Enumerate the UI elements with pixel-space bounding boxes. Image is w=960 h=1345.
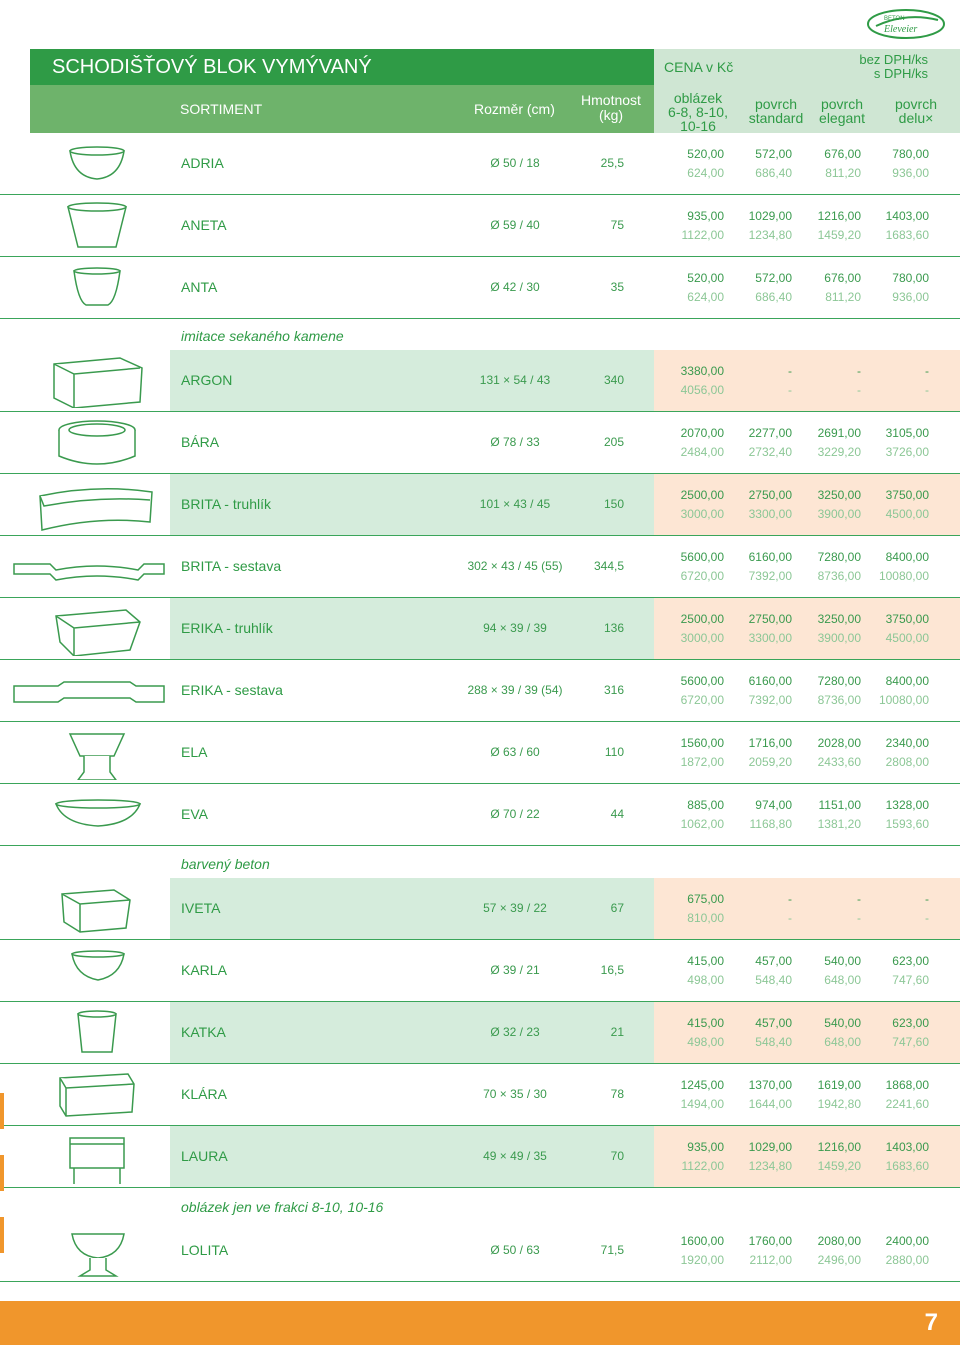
price-with-vat: 624,00 <box>687 166 724 180</box>
product-weight: 110 <box>604 745 624 759</box>
table-header <box>30 49 960 133</box>
price-with-vat: 2484,00 <box>680 445 724 459</box>
price-header <box>654 49 960 85</box>
product-name: KLÁRA <box>181 1086 227 1102</box>
table-row <box>0 940 960 1002</box>
price-without-vat: 2500,00 <box>680 612 724 626</box>
product-name: ANTA <box>181 279 218 295</box>
price-with-vat: 648,00 <box>824 973 861 987</box>
price-with-vat: - <box>925 911 929 925</box>
price-with-vat: 7392,00 <box>748 693 792 707</box>
curved-trough-icon <box>0 478 166 532</box>
price-with-vat: 3000,00 <box>680 631 724 645</box>
tall-pot-icon <box>0 199 166 253</box>
price-without-vat: 780,00 <box>892 147 929 161</box>
product-size: Ø 42 / 30 <box>490 280 540 294</box>
price-with-vat: 10080,00 <box>878 693 929 707</box>
product-weight: 35 <box>610 280 624 294</box>
price-with-vat: 3900,00 <box>817 507 861 521</box>
price-band <box>654 1220 960 1281</box>
price-without-vat: - <box>925 892 929 906</box>
product-weight: 75 <box>610 218 624 232</box>
table-row <box>0 195 960 257</box>
price-without-vat: 540,00 <box>824 954 861 968</box>
price-band <box>654 784 960 845</box>
price-with-vat: - <box>788 911 792 925</box>
product-size: 70 × 35 / 30 <box>483 1087 547 1101</box>
price-with-vat: 2496,00 <box>817 1253 861 1267</box>
product-name: LAURA <box>181 1148 228 1164</box>
logo-top-text: BETON <box>884 16 905 22</box>
product-name: BÁRA <box>181 434 220 450</box>
price-without-vat: 3750,00 <box>885 612 929 626</box>
price-with-vat: 6720,00 <box>680 693 724 707</box>
price-without-vat: 5600,00 <box>680 550 724 564</box>
price-col-delux: povrch delu× <box>894 96 938 126</box>
shallow-bowl-icon <box>0 788 166 842</box>
product-name: ADRIA <box>181 155 224 171</box>
price-with-vat: 1459,20 <box>817 1159 861 1173</box>
product-name: ARGON <box>181 372 233 388</box>
price-with-vat: 1168,80 <box>749 817 792 831</box>
price-band <box>654 722 960 783</box>
page-footer <box>0 1301 960 1345</box>
price-without-vat: 1328,00 <box>885 798 929 812</box>
price-without-vat: 415,00 <box>687 954 724 968</box>
price-with-vat: 1062,00 <box>680 817 724 831</box>
price-without-vat: 520,00 <box>687 271 724 285</box>
product-size: 101 × 43 / 45 <box>479 497 551 511</box>
price-without-vat: 2277,00 <box>748 426 792 440</box>
price-band <box>654 598 960 659</box>
price-without-vat: 1029,00 <box>748 209 792 223</box>
product-size: Ø 63 / 60 <box>490 745 540 759</box>
price-with-vat: 3229,20 <box>817 445 861 459</box>
product-name: ERIKA - truhlík <box>181 620 273 636</box>
price-without-vat: 6160,00 <box>748 550 792 564</box>
weight-header: Hmotnost (kg) <box>581 92 641 123</box>
price-with-vat: 3726,00 <box>885 445 929 459</box>
table-row <box>0 660 960 722</box>
price-without-vat: 1560,00 <box>680 736 724 750</box>
price-with-vat: 1122,00 <box>681 1159 724 1173</box>
product-size: Ø 50 / 18 <box>490 156 540 170</box>
price-without-vat: 974,00 <box>755 798 792 812</box>
product-weight: 70 <box>610 1149 624 1163</box>
price-without-vat: 2400,00 <box>885 1234 929 1248</box>
price-without-vat: 676,00 <box>824 271 861 285</box>
price-without-vat: 8400,00 <box>885 674 929 688</box>
price-without-vat: 3250,00 <box>817 488 861 502</box>
price-without-vat: 1151,00 <box>818 798 861 812</box>
price-label: CENA v Kč <box>664 59 734 75</box>
price-with-vat: 1942,80 <box>817 1097 861 1111</box>
product-name: ELA <box>181 744 208 760</box>
price-without-vat: 2070,00 <box>680 426 724 440</box>
price-columns <box>654 85 960 133</box>
price-band <box>654 474 960 535</box>
price-without-vat: 5600,00 <box>680 674 724 688</box>
price-band <box>654 195 960 256</box>
trough-icon <box>0 354 166 408</box>
price-with-vat: 1872,00 <box>680 755 724 769</box>
price-with-vat: 686,40 <box>755 290 792 304</box>
product-weight: 71,5 <box>600 1243 624 1257</box>
price-with-vat: 747,60 <box>892 1035 929 1049</box>
price-with-vat: 1644,00 <box>748 1097 792 1111</box>
price-without-vat: 7280,00 <box>817 674 861 688</box>
price-col-pebble: oblázek 6-8, 8-10, 10-16 <box>668 90 728 134</box>
price-without-vat: 1029,00 <box>748 1140 792 1154</box>
product-size: 288 × 39 / 39 (54) <box>467 683 563 697</box>
price-with-vat: 6720,00 <box>680 569 724 583</box>
product-weight: 16,5 <box>600 963 624 977</box>
product-weight: 44 <box>610 807 624 821</box>
product-weight: 78 <box>610 1087 624 1101</box>
price-band <box>654 660 960 721</box>
table-row <box>0 474 960 536</box>
section-label: barvený beton <box>181 856 270 872</box>
product-size: 94 × 39 / 39 <box>483 621 547 635</box>
price-col-elegant: povrch elegant <box>819 96 865 126</box>
price-without-vat: 1600,00 <box>680 1234 724 1248</box>
product-weight: 316 <box>603 683 624 697</box>
price-without-vat: 2500,00 <box>680 488 724 502</box>
price-without-vat: 7280,00 <box>817 550 861 564</box>
price-without-vat: 3750,00 <box>885 488 929 502</box>
price-without-vat: 6160,00 <box>748 674 792 688</box>
product-size: Ø 70 / 22 <box>490 807 540 821</box>
price-with-vat: - <box>857 911 861 925</box>
price-band <box>654 412 960 473</box>
angled-set-icon <box>0 664 166 718</box>
price-with-vat: 548,40 <box>755 973 792 987</box>
price-with-vat: 3300,00 <box>748 631 792 645</box>
product-name: KATKA <box>181 1024 226 1040</box>
price-with-vat: 2112,00 <box>749 1253 792 1267</box>
price-without-vat: 1216,00 <box>817 209 861 223</box>
price-without-vat: 415,00 <box>687 1016 724 1030</box>
product-weight: 21 <box>610 1025 624 1039</box>
price-without-vat: - <box>925 364 929 378</box>
price-with-vat: 1920,00 <box>680 1253 724 1267</box>
price-with-vat: - <box>788 383 792 397</box>
price-with-vat: 3000,00 <box>680 507 724 521</box>
section-label: imitace sekaného kamene <box>181 328 344 344</box>
table-row <box>0 784 960 846</box>
product-size: 131 × 54 / 43 <box>479 373 551 387</box>
price-with-vat: 1593,60 <box>885 817 929 831</box>
square-planter-icon <box>0 1130 166 1184</box>
product-name: ANETA <box>181 217 227 233</box>
side-tab <box>0 1093 4 1129</box>
product-size: Ø 32 / 23 <box>490 1025 540 1039</box>
price-without-vat: 1619,00 <box>817 1078 861 1092</box>
product-name: BRITA - sestava <box>181 558 282 574</box>
price-without-vat: 2080,00 <box>817 1234 861 1248</box>
price-col-standard: povrch standard <box>748 96 804 126</box>
product-weight: 205 <box>603 435 624 449</box>
section-label: oblázek jen ve frakci 8-10, 10-16 <box>181 1199 384 1215</box>
price-without-vat: 623,00 <box>892 1016 929 1030</box>
product-name: LOLITA <box>181 1242 229 1258</box>
price-with-vat: 2880,00 <box>885 1253 929 1267</box>
table-row <box>0 536 960 598</box>
table-row <box>0 1064 960 1126</box>
product-weight: 25,5 <box>600 156 624 170</box>
price-with-vat: 1459,20 <box>817 228 861 242</box>
price-without-vat: - <box>788 364 792 378</box>
price-with-vat: 10080,00 <box>878 569 929 583</box>
pedestal-vase-icon <box>0 1224 166 1278</box>
pot-icon <box>0 261 166 315</box>
price-with-vat: 3300,00 <box>748 507 792 521</box>
sortiment-header: SORTIMENT <box>180 101 263 117</box>
price-without-vat: 2028,00 <box>817 736 861 750</box>
price-with-vat: 8736,00 <box>817 693 861 707</box>
product-size: Ø 39 / 21 <box>490 963 540 977</box>
price-without-vat: - <box>788 892 792 906</box>
price-with-vat: 1381,20 <box>817 817 861 831</box>
vat-label: bez DPH/ks s DPH/ks <box>859 52 928 81</box>
product-name: ERIKA - sestava <box>181 682 283 698</box>
product-weight: 136 <box>603 621 624 635</box>
page-number: 7 <box>924 1309 938 1336</box>
product-weight: 67 <box>610 901 624 915</box>
price-without-vat: - <box>857 892 861 906</box>
price-with-vat: 2059,20 <box>748 755 792 769</box>
price-with-vat: 810,00 <box>687 911 724 925</box>
price-without-vat: 3380,00 <box>680 364 724 378</box>
product-name: IVETA <box>181 900 221 916</box>
price-without-vat: 1716,00 <box>748 736 792 750</box>
price-with-vat: 2732,40 <box>748 445 792 459</box>
price-without-vat: 935,00 <box>687 209 724 223</box>
table-row <box>0 878 960 940</box>
price-band <box>654 1002 960 1063</box>
price-without-vat: 623,00 <box>892 954 929 968</box>
price-without-vat: 572,00 <box>755 147 792 161</box>
price-without-vat: 1245,00 <box>680 1078 724 1092</box>
price-with-vat: 1494,00 <box>680 1097 724 1111</box>
table-row <box>0 722 960 784</box>
product-size: 302 × 43 / 45 (55) <box>467 559 563 573</box>
price-without-vat: 676,00 <box>824 147 861 161</box>
price-without-vat: 1868,00 <box>885 1078 929 1092</box>
angled-trough-icon <box>0 602 166 656</box>
hex-vase-icon <box>0 726 166 780</box>
price-band <box>654 133 960 194</box>
price-without-vat: 780,00 <box>892 271 929 285</box>
price-without-vat: 540,00 <box>824 1016 861 1030</box>
price-without-vat: 1760,00 <box>748 1234 792 1248</box>
price-with-vat: 686,40 <box>755 166 792 180</box>
page-title: SCHODIŠŤOVÝ BLOK VYMÝVANÝ <box>30 49 654 85</box>
price-with-vat: 1683,60 <box>885 228 929 242</box>
box-planter-icon <box>0 882 166 936</box>
price-without-vat: 8400,00 <box>885 550 929 564</box>
price-without-vat: 457,00 <box>755 1016 792 1030</box>
price-with-vat: 2433,60 <box>817 755 861 769</box>
price-without-vat: - <box>857 364 861 378</box>
price-without-vat: 2691,00 <box>817 426 861 440</box>
price-without-vat: 572,00 <box>755 271 792 285</box>
product-weight: 340 <box>603 373 624 387</box>
price-without-vat: 2340,00 <box>885 736 929 750</box>
bowl-icon <box>0 137 166 191</box>
price-with-vat: 4500,00 <box>885 507 929 521</box>
size-header: Rozměr (cm) <box>474 101 555 117</box>
price-with-vat: 4500,00 <box>885 631 929 645</box>
price-band <box>654 1064 960 1125</box>
company-logo <box>866 8 946 40</box>
price-with-vat: 648,00 <box>824 1035 861 1049</box>
price-with-vat: 936,00 <box>892 290 929 304</box>
table-row <box>0 412 960 474</box>
price-with-vat: - <box>925 383 929 397</box>
price-band <box>654 257 960 318</box>
price-without-vat: 1370,00 <box>748 1078 792 1092</box>
price-with-vat: 498,00 <box>687 973 724 987</box>
price-with-vat: 624,00 <box>687 290 724 304</box>
price-without-vat: 885,00 <box>687 798 724 812</box>
price-without-vat: 1403,00 <box>885 1140 929 1154</box>
price-without-vat: 2750,00 <box>748 488 792 502</box>
product-weight: 344,5 <box>593 559 624 573</box>
table-row <box>0 257 960 319</box>
price-with-vat: - <box>857 383 861 397</box>
price-with-vat: 548,40 <box>755 1035 792 1049</box>
small-bowl-icon <box>0 944 166 998</box>
price-band <box>654 1126 960 1187</box>
price-without-vat: 457,00 <box>755 954 792 968</box>
price-with-vat: 8736,00 <box>817 569 861 583</box>
price-band <box>654 536 960 597</box>
price-with-vat: 811,20 <box>825 290 861 304</box>
product-size: Ø 50 / 63 <box>490 1243 540 1257</box>
table-row <box>0 1002 960 1064</box>
product-name: EVA <box>181 806 208 822</box>
price-band <box>654 878 960 939</box>
price-with-vat: 747,60 <box>892 973 929 987</box>
price-without-vat: 2750,00 <box>748 612 792 626</box>
price-band <box>654 940 960 1001</box>
price-band <box>654 350 960 411</box>
rect-trough-icon <box>0 1068 166 1122</box>
price-without-vat: 1216,00 <box>817 1140 861 1154</box>
side-tab <box>0 1217 4 1253</box>
price-with-vat: 1683,60 <box>885 1159 929 1173</box>
price-with-vat: 1122,00 <box>681 228 724 242</box>
table-row <box>0 1126 960 1188</box>
product-size: 49 × 49 / 35 <box>483 1149 547 1163</box>
column-headers <box>30 85 654 133</box>
table-row <box>0 1220 960 1282</box>
price-with-vat: 2808,00 <box>885 755 929 769</box>
price-with-vat: 1234,80 <box>748 228 792 242</box>
price-with-vat: 498,00 <box>687 1035 724 1049</box>
price-without-vat: 3105,00 <box>885 426 929 440</box>
cylinder-pot-icon <box>0 1006 166 1060</box>
price-with-vat: 936,00 <box>892 166 929 180</box>
side-tab <box>0 1155 4 1191</box>
price-without-vat: 675,00 <box>687 892 724 906</box>
product-name: BRITA - truhlík <box>181 496 271 512</box>
price-with-vat: 4056,00 <box>680 383 724 397</box>
product-name: KARLA <box>181 962 227 978</box>
table-row <box>0 350 960 412</box>
curved-set-icon <box>0 540 166 594</box>
price-with-vat: 1234,80 <box>748 1159 792 1173</box>
price-without-vat: 3250,00 <box>817 612 861 626</box>
product-weight: 150 <box>603 497 624 511</box>
product-size: Ø 59 / 40 <box>490 218 540 232</box>
round-planter-icon <box>0 416 166 470</box>
table-row <box>0 133 960 195</box>
price-without-vat: 1403,00 <box>885 209 929 223</box>
price-without-vat: 935,00 <box>687 1140 724 1154</box>
table-row <box>0 598 960 660</box>
product-size: Ø 78 / 33 <box>490 435 540 449</box>
price-without-vat: 520,00 <box>687 147 724 161</box>
price-with-vat: 2241,60 <box>885 1097 929 1111</box>
price-with-vat: 3900,00 <box>817 631 861 645</box>
logo-script-text: Eleveier <box>884 24 918 35</box>
price-with-vat: 811,20 <box>825 166 861 180</box>
price-with-vat: 7392,00 <box>748 569 792 583</box>
product-size: 57 × 39 / 22 <box>483 901 547 915</box>
